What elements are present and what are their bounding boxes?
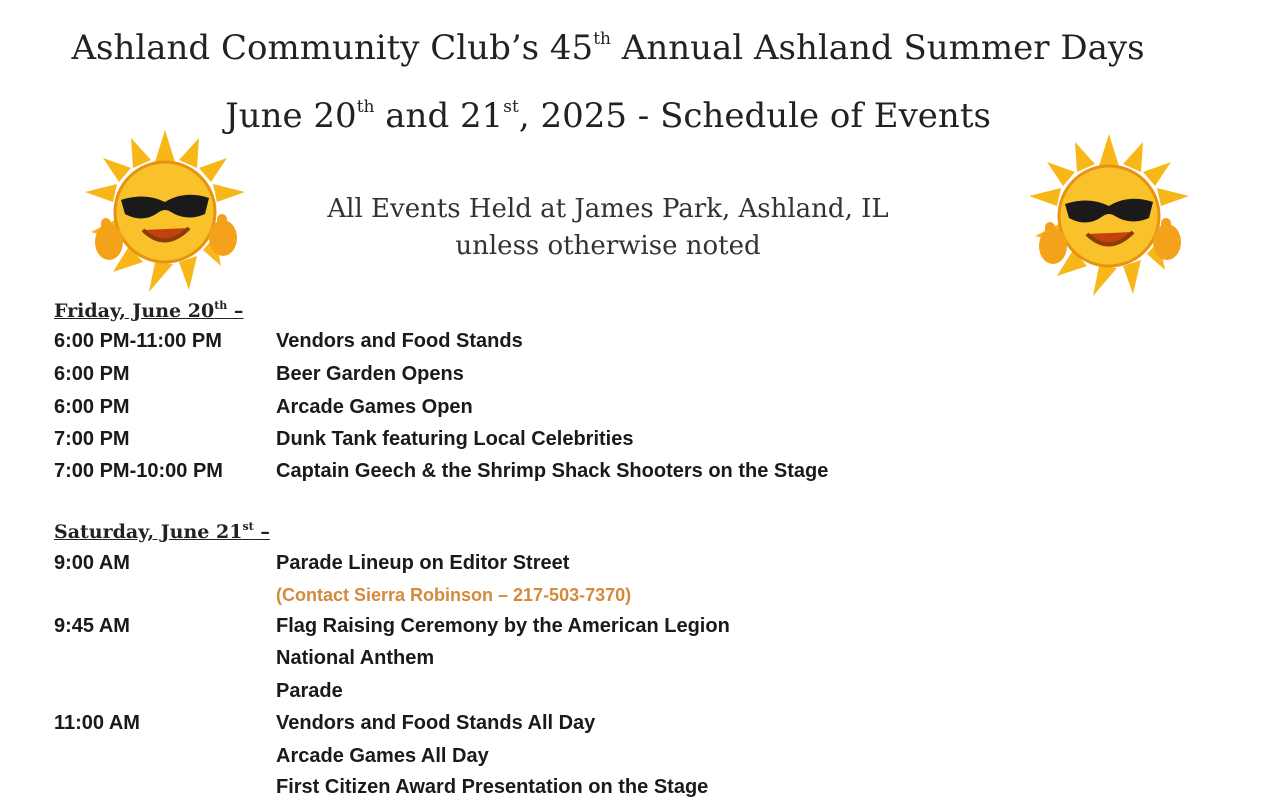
event-name: National Anthem <box>276 647 435 669</box>
event-time: 7:00 PM-10:00 PM <box>54 460 223 482</box>
event-name: Dunk Tank featuring Local Celebrities <box>276 428 634 450</box>
location-line-1: All Events Held at James Park, Ashland, IL <box>327 194 889 224</box>
contact-info: (Contact Sierra Robinson – 217-503-7370) <box>276 585 632 605</box>
event-time: 9:45 AM <box>54 615 130 637</box>
event-time: 6:00 PM <box>54 363 130 385</box>
event-name: Captain Geech & the Shrimp Shack Shooters on the Stage <box>276 460 829 482</box>
event-name: Flag Raising Ceremony by the American Legion <box>276 615 730 637</box>
event-time: 6:00 PM <box>54 396 130 418</box>
friday-heading: Friday, June 20th – <box>54 299 244 322</box>
event-time: 6:00 PM-11:00 PM <box>54 330 222 352</box>
event-name: Beer Garden Opens <box>276 363 464 385</box>
sun-sunglasses-left-icon <box>70 124 260 294</box>
event-time: 9:00 AM <box>54 552 130 574</box>
title-line-2: June 20th and 21st, 2025 - Schedule of Events <box>225 96 991 136</box>
event-name: Vendors and Food Stands <box>276 330 523 352</box>
event-time: 7:00 PM <box>54 428 130 450</box>
location-line-2: unless otherwise noted <box>455 231 761 261</box>
event-name: Arcade Games All Day <box>276 745 489 767</box>
event-time: 11:00 AM <box>54 712 140 734</box>
event-name: Arcade Games Open <box>276 396 473 418</box>
event-name: First Citizen Award Presentation on the Stage <box>276 776 709 798</box>
event-name: Parade Lineup on Editor Street <box>276 552 570 574</box>
title-line-1: Ashland Community Club’s 45th Annual Ashland Summer Days <box>71 28 1145 68</box>
saturday-heading: Saturday, June 21st – <box>54 520 270 543</box>
event-name: Parade <box>276 680 343 702</box>
event-name: Vendors and Food Stands All Day <box>276 712 596 734</box>
sun-sunglasses-right-icon <box>1014 128 1204 298</box>
